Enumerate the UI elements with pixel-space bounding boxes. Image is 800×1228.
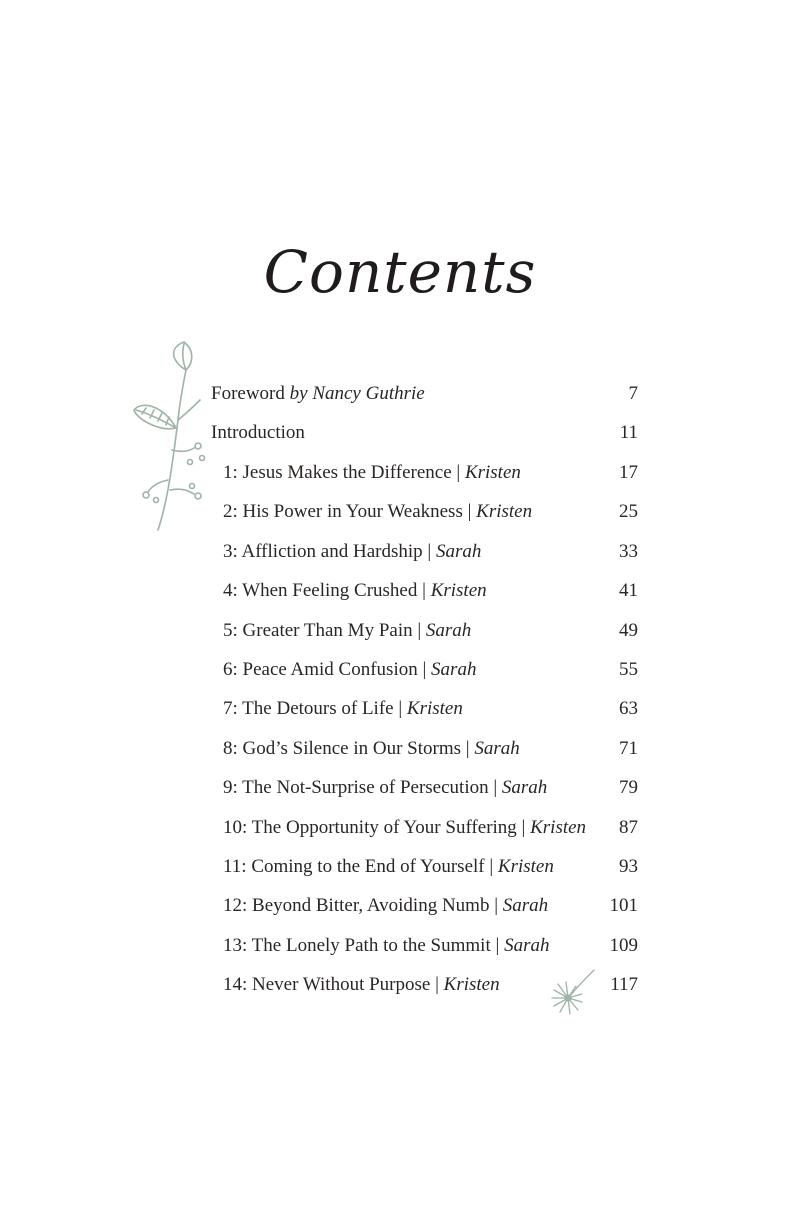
- toc-entry-author: Kristen: [443, 974, 500, 995]
- toc-page-number: 11: [619, 422, 638, 443]
- toc-row-chapter-2[interactable]: [0, 497, 800, 527]
- toc-page-number: 33: [619, 541, 638, 562]
- toc-entry-title: 3: Affliction and Hardship | Sarah: [223, 541, 482, 562]
- toc-entry-author: Kristen: [497, 856, 554, 877]
- toc-entry-title: 13: The Lonely Path to the Summit | Sarah: [223, 935, 550, 956]
- toc-entry-author: Kristen: [430, 580, 487, 601]
- toc-page-number: 63: [619, 698, 638, 719]
- toc-entry-title: 9: The Not-Surprise of Persecution | Sarah: [223, 777, 548, 798]
- toc-page-number: 117: [610, 974, 638, 995]
- toc-entry-title: 12: Beyond Bitter, Avoiding Numb | Sarah: [223, 895, 549, 916]
- toc-entry-author: Kristen: [406, 698, 463, 719]
- toc-entry-author: Sarah: [435, 541, 482, 562]
- toc-entry-title: 7: The Detours of Life | Kristen: [223, 698, 463, 719]
- toc-entry-author: Kristen: [464, 462, 521, 483]
- toc-entry-author: Sarah: [504, 935, 550, 956]
- toc-page-number: 7: [628, 383, 638, 404]
- toc-page-number: 71: [619, 738, 638, 759]
- toc-row-chapter-5[interactable]: [0, 616, 800, 646]
- toc-page-number: 17: [619, 462, 638, 483]
- toc-entry-title: 8: God’s Silence in Our Storms | Sarah: [223, 738, 520, 759]
- toc-row-chapter-12[interactable]: [0, 891, 800, 921]
- toc-entry-title: 11: Coming to the End of Yourself | Kristen: [223, 856, 554, 877]
- toc-page-number: 41: [619, 580, 638, 601]
- toc-row-chapter-6[interactable]: [0, 655, 800, 685]
- toc-row-chapter-13[interactable]: [0, 931, 800, 961]
- toc-entry-author: Sarah: [431, 659, 477, 680]
- toc-entry-title: 6: Peace Amid Confusion | Sarah: [223, 659, 477, 680]
- toc-page-number: 109: [609, 935, 638, 956]
- toc-entry-author: by Nancy Guthrie: [289, 383, 425, 404]
- toc-entry-title: Introduction: [211, 422, 305, 443]
- toc-row-introduction[interactable]: [0, 418, 800, 448]
- toc-page-number: 79: [619, 777, 638, 798]
- toc-row-chapter-11[interactable]: [0, 852, 800, 882]
- toc-entry-author: Sarah: [425, 620, 472, 641]
- toc-entry-author: Sarah: [502, 895, 549, 916]
- toc-entry-title: 10: The Opportunity of Your Suffering | Kristen: [223, 817, 587, 838]
- toc-entry-title: 1: Jesus Makes the Difference | Kristen: [223, 462, 521, 483]
- toc-row-chapter-4[interactable]: [0, 576, 800, 606]
- toc-row-chapter-1[interactable]: [0, 458, 800, 488]
- page-title: Contents: [263, 238, 537, 306]
- toc-entry-title: 2: His Power in Your Weakness | Kristen: [223, 501, 533, 522]
- toc-page-number: 87: [619, 817, 638, 838]
- toc-entry-author: Kristen: [530, 817, 587, 838]
- toc-page-number: 25: [619, 501, 638, 522]
- toc-entry-author: Kristen: [476, 501, 533, 522]
- toc-row-chapter-10[interactable]: [0, 813, 800, 843]
- toc-row-foreword[interactable]: [0, 379, 800, 409]
- toc-entry-author: Sarah: [474, 738, 520, 759]
- toc-page-number: 49: [619, 620, 638, 641]
- toc-entry-title: 14: Never Without Purpose | Kristen: [223, 974, 500, 995]
- toc-page-number: 55: [619, 659, 638, 680]
- toc-row-chapter-3[interactable]: [0, 537, 800, 567]
- toc-page-number: 93: [619, 856, 638, 877]
- toc-row-chapter-7[interactable]: [0, 694, 800, 724]
- toc-page-number: 101: [609, 895, 638, 916]
- toc-entry-author: Sarah: [501, 777, 548, 798]
- toc-row-chapter-14[interactable]: [0, 970, 800, 1000]
- toc-entry-title: Foreword by Nancy Guthrie: [211, 383, 425, 404]
- toc-row-chapter-8[interactable]: [0, 734, 800, 764]
- toc-entry-title: 5: Greater Than My Pain | Sarah: [223, 620, 472, 641]
- toc-row-chapter-9[interactable]: [0, 773, 800, 803]
- toc-entry-title: 4: When Feeling Crushed | Kristen: [223, 580, 487, 601]
